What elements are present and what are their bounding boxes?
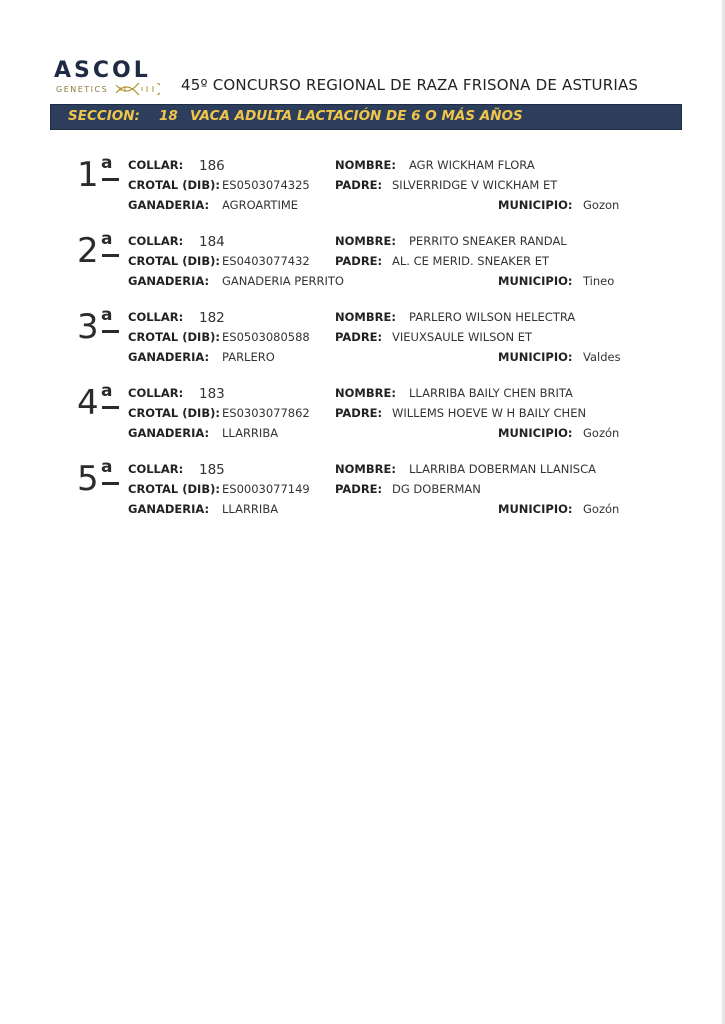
padre-value: SILVERRIDGE V WICKHAM ET <box>392 178 558 192</box>
result-entry <box>0 302 725 374</box>
place-ordinal: a <box>101 229 113 249</box>
collar-value: 184 <box>199 234 225 250</box>
place-ordinal: a <box>101 457 113 477</box>
collar-label: COLLAR: <box>128 234 184 248</box>
municipio-value: Tineo <box>583 274 615 288</box>
crotal-value: ES0303077862 <box>222 406 310 420</box>
section-description: VACA ADULTA LACTACIÓN DE 6 O MÁS AÑOS <box>190 108 523 124</box>
section-label: SECCION: <box>68 108 140 124</box>
padre-value: WILLEMS HOEVE W H BAILY CHEN <box>392 406 587 420</box>
crotal-value: ES0403077432 <box>222 254 310 268</box>
ganaderia-value: GANADERIA PERRITO <box>222 274 344 288</box>
municipio-label: MUNICIPIO: <box>498 274 573 288</box>
ordinal-underline <box>102 406 119 409</box>
crotal-label: CROTAL (DIB): <box>128 254 220 268</box>
municipio-label: MUNICIPIO: <box>498 198 573 212</box>
crotal-label: CROTAL (DIB): <box>128 482 220 496</box>
section-number: 18 <box>159 108 178 124</box>
padre-value: VIEUXSAULE WILSON ET <box>392 330 533 344</box>
ganaderia-label: GANADERIA: <box>128 426 210 440</box>
nombre-label: NOMBRE: <box>335 158 396 172</box>
collar-label: COLLAR: <box>128 462 184 476</box>
crotal-label: CROTAL (DIB): <box>128 178 220 192</box>
ordinal-underline <box>102 178 119 181</box>
crotal-label: CROTAL (DIB): <box>128 330 220 344</box>
place-number: 3 <box>77 307 99 347</box>
place-number: 4 <box>77 383 99 423</box>
nombre-label: NOMBRE: <box>335 386 396 400</box>
result-entry <box>0 150 725 222</box>
collar-value: 183 <box>199 386 225 402</box>
place-number: 5 <box>77 459 99 499</box>
section-bar <box>50 104 682 130</box>
collar-value: 182 <box>199 310 225 326</box>
ganaderia-label: GANADERIA: <box>128 274 210 288</box>
collar-value: 186 <box>199 158 225 174</box>
collar-label: COLLAR: <box>128 386 184 400</box>
municipio-label: MUNICIPIO: <box>498 502 573 516</box>
crotal-label: CROTAL (DIB): <box>128 406 220 420</box>
crotal-value: ES0503080588 <box>222 330 310 344</box>
nombre-label: NOMBRE: <box>335 234 396 248</box>
logo-wordmark: ASCOL <box>54 58 151 83</box>
ganaderia-value: PARLERO <box>222 350 275 364</box>
result-entry <box>0 454 725 526</box>
padre-label: PADRE: <box>335 482 383 496</box>
crotal-value: ES0003077149 <box>222 482 310 496</box>
place-number: 2 <box>77 231 99 271</box>
nombre-value: AGR WICKHAM FLORA <box>409 158 535 172</box>
ganaderia-value: AGROARTIME <box>222 198 299 212</box>
nombre-label: NOMBRE: <box>335 462 396 476</box>
municipio-label: MUNICIPIO: <box>498 350 573 364</box>
dna-icon <box>115 83 161 95</box>
place-ordinal: a <box>101 153 113 173</box>
place-ordinal: a <box>101 305 113 325</box>
collar-label: COLLAR: <box>128 310 184 324</box>
result-entry <box>0 226 725 298</box>
collar-value: 185 <box>199 462 225 478</box>
municipio-value: Gozón <box>583 502 620 516</box>
ganaderia-value: LLARRIBA <box>222 502 279 516</box>
nombre-value: LLARRIBA DOBERMAN LLANISCA <box>409 462 596 476</box>
place-ordinal: a <box>101 381 113 401</box>
padre-label: PADRE: <box>335 254 383 268</box>
padre-value: DG DOBERMAN <box>392 482 481 496</box>
ordinal-underline <box>102 254 119 257</box>
nombre-value: PARLERO WILSON HELECTRA <box>409 310 576 324</box>
municipio-label: MUNICIPIO: <box>498 426 573 440</box>
result-entry <box>0 378 725 450</box>
place-number: 1 <box>77 155 99 195</box>
nombre-label: NOMBRE: <box>335 310 396 324</box>
ascol-logo <box>54 58 164 98</box>
municipio-value: Valdes <box>583 350 621 364</box>
crotal-value: ES0503074325 <box>222 178 310 192</box>
ganaderia-label: GANADERIA: <box>128 502 210 516</box>
collar-label: COLLAR: <box>128 158 184 172</box>
nombre-value: PERRITO SNEAKER RANDAL <box>409 234 567 248</box>
padre-label: PADRE: <box>335 330 383 344</box>
padre-label: PADRE: <box>335 178 383 192</box>
municipio-value: Gozón <box>583 426 620 440</box>
ordinal-underline <box>102 330 119 333</box>
ganaderia-label: GANADERIA: <box>128 198 210 212</box>
nombre-value: LLARRIBA BAILY CHEN BRITA <box>409 386 573 400</box>
padre-value: AL. CE MERID. SNEAKER ET <box>392 254 550 268</box>
ganaderia-label: GANADERIA: <box>128 350 210 364</box>
logo-subtitle: GENETICS <box>56 85 109 94</box>
padre-label: PADRE: <box>335 406 383 420</box>
ordinal-underline <box>102 482 119 485</box>
document-title: 45º CONCURSO REGIONAL DE RAZA FRISONA DE ASTURIAS <box>181 76 639 94</box>
ganaderia-value: LLARRIBA <box>222 426 279 440</box>
municipio-value: Gozon <box>583 198 620 212</box>
